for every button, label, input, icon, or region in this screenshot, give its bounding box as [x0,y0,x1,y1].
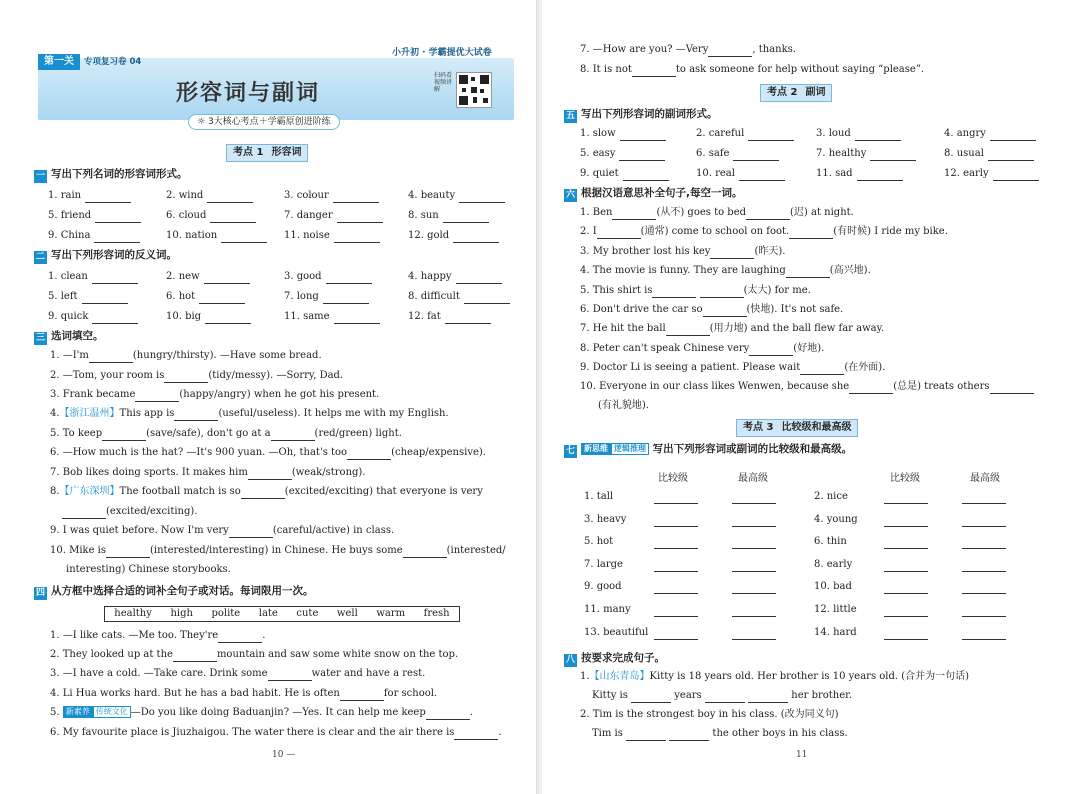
blank[interactable] [229,527,273,538]
word-option: warm [376,608,406,619]
word-label: 10. nation [166,230,218,241]
blank-cell [884,558,928,572]
s6-q9: 9. Doctor Li is seeing a patient. Please wait (在外面). [580,362,886,373]
blank[interactable] [993,170,1039,181]
blank[interactable] [962,516,1006,527]
s4-q8: 8. It is not to ask someone for help without saying “please”. [580,64,925,75]
blank[interactable] [623,170,669,181]
word-item [48,189,131,203]
blank[interactable] [884,606,928,617]
blank-cell [732,513,776,527]
word-item [48,290,128,304]
word-item [284,189,379,203]
blank[interactable] [746,209,790,220]
comparison-word: 11. many [584,604,631,615]
s3-q2: 2. —Tom, your room is (tidy/messy). —Sorry, Dad. [50,370,344,381]
word-item [166,189,253,203]
word-item [284,270,372,284]
blank-cell [962,490,1006,504]
blank[interactable] [95,212,141,223]
blank-cell [962,558,1006,572]
word-label: 3. loud [816,128,851,139]
blank[interactable] [340,690,384,701]
s6-q2: 2. I (通常) come to school on foot. (有时候) I ride my bike. [580,226,948,237]
blank[interactable] [962,629,1006,640]
blank-cell [884,626,928,640]
kaodian-2: 考点 2 副词 [760,84,832,102]
left-page [0,0,538,794]
word-label: 4. happy [408,271,452,282]
s3-q5: 5. To keep (save/safe), don't go at a (red/green) light. [50,428,402,439]
word-label: 6. safe [696,148,730,159]
blank[interactable] [92,313,138,324]
word-option: fresh [423,608,450,619]
blank[interactable] [789,228,833,239]
blank[interactable] [323,293,369,304]
blank-cell [654,513,698,527]
blank[interactable] [703,306,747,317]
s4-q4: 4. Li Hua works hard. But he has a bad habit. He is often for school. [50,688,438,699]
word-label: 4. angry [944,128,986,139]
word-label: 7. healthy [816,148,867,159]
section-3-title: 三 选词填空。 [35,330,104,343]
blank[interactable] [708,46,752,57]
word-option: high [170,608,193,619]
blank[interactable] [92,273,138,284]
s3-q10-cont: interesting) Chinese storybooks. [66,564,231,575]
word-item [408,189,505,203]
s6-q6: 6. Don't drive the car so (快地). It's not safe. [580,304,844,315]
blank[interactable] [443,212,489,223]
word-label: 9. quiet [580,168,619,179]
word-label: 2. careful [696,128,745,139]
sun-icon: ☼ [197,117,208,127]
blank[interactable] [612,209,656,220]
word-item [48,270,138,284]
word-label: 8. sun [408,210,439,221]
word-label: 11. sad [816,168,853,179]
blank[interactable] [207,192,253,203]
blank[interactable] [334,232,380,243]
s3-q3: 3. Frank became (happy/angry) when he got his present. [50,389,380,400]
blank[interactable] [631,692,671,703]
s8-q1: 1.【山东青岛】Kitty is 18 years old. Her brother is 10 years old. (合并为一句话) [580,671,970,682]
page-number-left: 10 — [272,750,296,760]
blank-cell [654,490,698,504]
blank-cell [732,490,776,504]
blank[interactable] [884,561,928,572]
blank-cell [962,513,1006,527]
blank[interactable] [106,547,150,558]
word-item [48,229,140,243]
blank-cell [732,626,776,640]
blank-cell [732,558,776,572]
qr-code-icon[interactable] [456,72,492,108]
blank[interactable] [962,493,1006,504]
s3-q6: 6. —How much is the hat? —It's 900 yuan. —Oh, that's too (cheap/expensive). [50,447,486,458]
blank-cell [884,535,928,549]
word-item [944,167,1039,181]
blank[interactable] [597,228,641,239]
blank-cell [732,603,776,617]
blank-cell [884,603,928,617]
word-option: well [336,608,358,619]
blank[interactable] [884,538,928,549]
s6-q3: 3. My brother lost his key (昨天). [580,246,786,257]
word-label: 8. usual [944,148,984,159]
blank-cell [884,513,928,527]
blank[interactable] [619,150,665,161]
word-box [104,606,460,622]
word-label: 1. slow [580,128,616,139]
word-label: 11. noise [284,230,330,241]
blank-cell [962,626,1006,640]
word-label: 1. rain [48,190,82,201]
blank-cell [884,580,928,594]
blank[interactable] [732,583,776,594]
col-comparative-left: 比较级 [658,473,688,484]
blank[interactable] [884,629,928,640]
blank[interactable] [884,583,928,594]
comparison-word: 14. hard [814,626,857,638]
word-item [408,270,502,284]
word-item [166,270,250,284]
blank[interactable] [445,313,491,324]
word-label: 10. big [166,311,202,322]
word-label: 10. real [696,168,735,179]
blank[interactable] [464,293,510,304]
word-label: 1. clean [48,271,88,282]
s6-q7: 7. He hit the ball (用力地) and the ball flew far away. [580,323,885,334]
level-badge: 第一关 [38,54,80,70]
word-item [166,310,251,324]
word-label: 12. fat [408,311,441,322]
comparison-word: 8. early [814,558,853,570]
word-label: 5. friend [48,210,92,221]
word-label: 6. hot [166,291,196,302]
blank[interactable] [990,130,1036,141]
blank[interactable] [241,488,285,499]
s3-q10: 10. Mike is (interested/interesting) in Chinese. He buys some (interested/ [50,545,506,556]
section-7-title: 七 新思维 逻辑推理 写出下列形容词或副词的比较级和最高级。 [565,443,853,456]
word-label: 12. gold [408,230,450,241]
s4-q7: 7. —How are you? —Very , thanks. [580,44,796,55]
s6-q10: 10. Everyone in our class likes Wenwen, because she (总是) treats others [580,380,1034,394]
blank[interactable] [654,629,698,640]
comparison-word: 13. beautiful [584,626,649,638]
word-option: polite [211,608,241,619]
s3-q4: 4.【浙江温州】This app is (useful/useless). It helps me with my English. [50,408,449,419]
s8-q2-answer: Tim is the other boys in his class. [592,728,848,739]
s6-q5: 5. This shirt is (太大) for me. [580,285,811,296]
word-label: 6. cloud [166,210,207,221]
blank[interactable] [94,232,140,243]
page-title: 形容词与副词 [176,81,321,106]
word-option: cute [296,608,319,619]
word-item [284,290,369,304]
blank[interactable] [174,410,218,421]
blank-cell [884,490,928,504]
s4-q6: 6. My favourite place is Jiuzhaigou. The water there is clear and the air there is . [50,727,502,738]
blank[interactable] [669,730,709,741]
blank[interactable] [748,692,788,703]
word-item [284,310,380,324]
s8-q2: 2. Tim is the strongest boy in his class. (改为同义句) [580,709,839,720]
blank[interactable] [205,313,251,324]
blank[interactable] [654,493,698,504]
word-item [580,167,669,181]
s4-q2: 2. They looked up at the mountain and saw some white snow on the top. [50,649,459,660]
word-item [166,209,256,223]
blank[interactable] [710,248,754,259]
word-item [944,127,1036,141]
word-item [696,127,794,141]
blank[interactable] [334,313,380,324]
blank[interactable] [459,192,505,203]
s3-q8-cont: (excited/exciting). [62,505,197,519]
blank[interactable] [739,170,785,181]
word-label: 5. easy [580,148,616,159]
blank-cell [654,535,698,549]
kaodian-3: 考点 3 比较级和最高级 [736,419,858,437]
blank[interactable] [210,212,256,223]
word-option: healthy [114,608,152,619]
word-label: 12. early [944,168,989,179]
s3-q7: 7. Bob likes doing sports. It makes him (weak/strong). [50,467,366,478]
word-item [408,229,499,243]
blank[interactable] [654,516,698,527]
blank[interactable] [666,325,710,336]
section-5-title: 五 写出下列形容词的副词形式。 [565,108,718,121]
core-points-label: ☼ 3大核心考点＋学霸原创进阶练 [188,114,340,130]
blank-cell [654,626,698,640]
blank-cell [732,580,776,594]
col-superlative-left: 最高级 [738,473,768,484]
s3-q1: 1. —I'm (hungry/thirsty). —Have some bread. [50,350,322,361]
blank[interactable] [884,493,928,504]
word-item [48,209,141,223]
section-8-title: 八 按要求完成句子。 [565,652,665,665]
blank[interactable] [326,273,372,284]
blank[interactable] [218,632,262,643]
blank[interactable] [732,538,776,549]
page-number-right: 11 [796,750,808,760]
word-item [408,290,510,304]
blank[interactable] [135,391,179,402]
blank-cell [732,535,776,549]
blank[interactable] [102,430,146,441]
blank[interactable] [454,729,498,740]
blank-cell [962,535,1006,549]
word-item [580,127,666,141]
blank[interactable] [626,730,666,741]
blank[interactable] [732,561,776,572]
blank[interactable] [855,130,901,141]
blank[interactable] [337,212,383,223]
word-label: 4. beauty [408,190,456,201]
blank-cell [962,580,1006,594]
word-item [408,209,489,223]
blank[interactable] [705,692,745,703]
blank[interactable] [654,606,698,617]
section-4-title: 四 从方框中选择合适的词补全句子或对话。每词限用一次。 [35,585,314,598]
word-label: 7. long [284,291,319,302]
section-1-title: 一 写出下列名词的形容词形式。 [35,168,188,181]
word-item [284,229,380,243]
qr-label: 扫码看视频讲解 [434,72,453,93]
blank[interactable] [204,273,250,284]
blank[interactable] [857,170,903,181]
comparison-word: 10. bad [814,581,852,593]
blank[interactable] [732,606,776,617]
s3-q8: 8.【广东深圳】The football match is so (excited/exciting) that everyone is very [50,486,483,497]
blank[interactable] [990,383,1034,394]
s4-q3: 3. —I have a cold. —Take care. Drink some water and have a rest. [50,668,426,679]
word-item [816,127,901,141]
blank-cell [654,580,698,594]
s4-q1: 1. —I like cats. —Me too. They're . [50,630,266,641]
blank[interactable] [268,670,312,681]
word-item [696,167,785,181]
blank[interactable] [884,516,928,527]
blank[interactable] [870,150,916,161]
comparison-word: 7. large [584,558,623,570]
blank[interactable] [700,287,744,298]
brand-label: 小升初 · 学霸提优大试卷 [392,48,492,58]
blank[interactable] [988,150,1034,161]
blank[interactable] [849,383,893,394]
word-label: 2. new [166,271,200,282]
section-6-title: 六 根据汉语意思补全句子,每空一词。 [565,187,743,200]
word-item [696,147,779,161]
blank[interactable] [248,469,292,480]
comparison-word: 9. good [584,581,622,593]
blank[interactable] [654,538,698,549]
blank[interactable] [82,293,128,304]
comparison-word: 1. tall [584,491,614,502]
blank[interactable] [199,293,245,304]
right-page [542,0,1080,794]
blank[interactable] [62,508,106,519]
word-option: late [258,608,278,619]
subtitle: 专项复习卷 04 [84,57,142,67]
s6-q8: 8. Peter can't speak Chinese very (好地). [580,343,825,354]
s3-q9: 9. I was quiet before. Now I'm very (careful/active) in class. [50,525,395,536]
comparison-word: 4. young [814,513,858,525]
s6-q1: 1. Ben (从不) goes to bed (迟) at night. [580,207,854,218]
s4-q5: 5. 新素养 传统文化 —Do you like doing Baduanjin? —Yes. It can help me keep . [50,707,473,718]
blank[interactable] [732,629,776,640]
blank[interactable] [732,493,776,504]
word-label: 2. wind [166,190,204,201]
blank[interactable] [962,583,1006,594]
blank[interactable] [652,287,696,298]
s6-q10-cont: (有礼貌地). [598,400,649,411]
word-label: 7. danger [284,210,333,221]
blank[interactable] [85,192,131,203]
kaodian-1: 考点 1 形容词 [226,144,308,162]
blank-cell [654,558,698,572]
comparison-word: 3. heavy [584,513,627,525]
word-item [48,310,138,324]
col-superlative-right: 最高级 [970,473,1000,484]
blank[interactable] [271,430,315,441]
s8-q1-answer: Kitty is years her brother. [592,690,853,701]
word-label: 5. left [48,291,78,302]
comparison-word: 2. nice [814,491,848,502]
blank[interactable] [89,352,133,363]
blank[interactable] [962,561,1006,572]
word-label: 11. same [284,311,330,322]
blank[interactable] [654,583,698,594]
blank[interactable] [221,232,267,243]
comparison-word: 12. little [814,604,857,615]
blank[interactable] [164,372,208,383]
word-label: 8. difficult [408,291,460,302]
word-item [816,147,916,161]
word-item [166,229,267,243]
blank[interactable] [786,267,830,278]
blank[interactable] [173,651,217,662]
word-label: 9. quick [48,311,89,322]
word-item [284,209,383,223]
col-comparative-right: 比较级 [890,473,920,484]
blank[interactable] [732,516,776,527]
word-item [816,167,903,181]
blank[interactable] [347,449,391,460]
blank[interactable] [632,66,676,77]
blank[interactable] [733,150,779,161]
blank-cell [962,603,1006,617]
blank[interactable] [333,192,379,203]
blank[interactable] [403,547,447,558]
blank[interactable] [749,345,793,356]
word-item [408,310,491,324]
blank[interactable] [456,273,502,284]
word-label: 3. colour [284,190,329,201]
blank[interactable] [962,538,1006,549]
comparison-word: 6. thin [814,536,847,548]
word-label: 3. good [284,271,322,282]
word-label: 9. China [48,230,91,241]
blank[interactable] [748,130,794,141]
word-item [166,290,245,304]
blank[interactable] [426,709,470,720]
word-item [944,147,1034,161]
blank[interactable] [962,606,1006,617]
blank-cell [654,603,698,617]
blank[interactable] [654,561,698,572]
s6-q4: 4. The movie is funny. They are laughing (高兴地). [580,265,871,276]
word-item [580,147,665,161]
blank[interactable] [620,130,666,141]
blank[interactable] [800,364,844,375]
section-2-title: 二 写出下列形容词的反义词。 [35,249,177,262]
blank[interactable] [453,232,499,243]
comparison-word: 5. hot [584,536,614,548]
